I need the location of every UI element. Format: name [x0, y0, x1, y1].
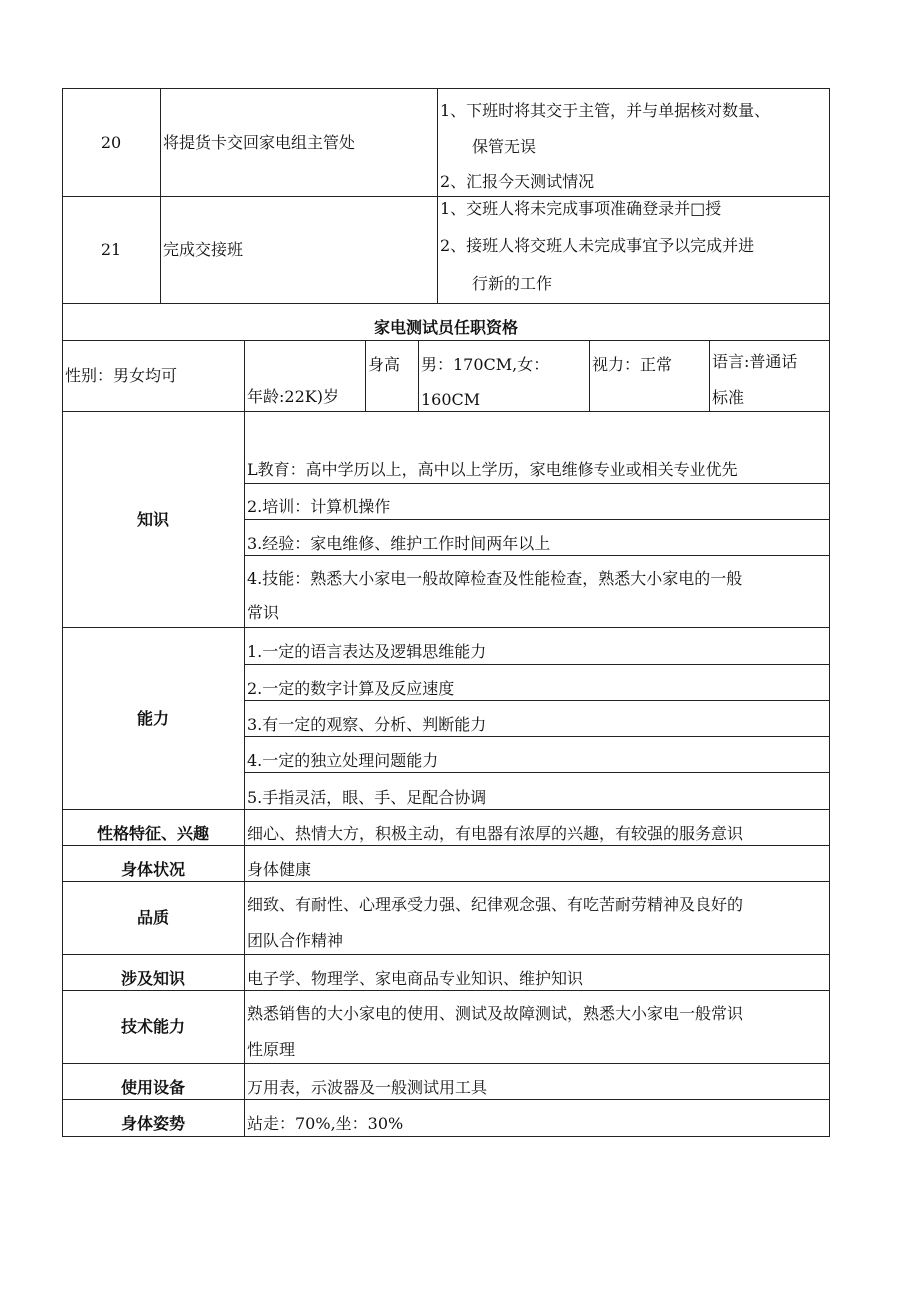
divider: [418, 340, 419, 411]
row-content: 万用表，示波器及一般测试用工具: [247, 1078, 488, 1097]
row-label: 性格特征、兴趣: [96, 824, 209, 843]
height-label: 身高: [368, 355, 401, 374]
divider: [244, 772, 830, 773]
knowledge-item: 4.技能：熟悉大小家电一般故障检查及性能检查，熟悉大小家电的一般: [247, 569, 743, 588]
knowledge-item: 2.培训：计算机操作: [247, 497, 391, 516]
divider: [244, 340, 245, 411]
table-border-top: [62, 88, 830, 89]
divider: [62, 627, 830, 628]
divider: [62, 1063, 830, 1064]
vision-requirement: 视力：正常: [592, 355, 673, 374]
row-label: 身体状况: [120, 860, 185, 879]
divider: [62, 990, 830, 991]
divider: [62, 196, 830, 197]
row-label: 使用设备: [120, 1078, 185, 1097]
age-requirement: 年龄:22K)岁: [247, 387, 339, 406]
height-value: 男：170CM,女：: [421, 355, 550, 374]
knowledge-label: 知识: [136, 510, 169, 529]
row-content: 电子学、物理学、家电商品专业知识、维护知识: [247, 969, 584, 988]
divider: [62, 845, 830, 846]
table-border-bottom: [62, 1136, 830, 1137]
task-note-line: 1、下班时将其交于主管，并与单据核对数量、: [440, 101, 771, 120]
divider: [244, 519, 830, 520]
ability-label: 能力: [136, 709, 169, 728]
divider: [62, 303, 830, 304]
knowledge-item: 3.经验：家电维修、维护工作时间两年以上: [247, 534, 551, 553]
divider: [244, 736, 830, 737]
divider: [62, 340, 830, 341]
task-description: 将提货卡交回家电组主管处: [163, 133, 356, 152]
task-note-line: 1、交班人将未完成事项准确登录并□授: [440, 199, 722, 218]
ability-item: 4.一定的独立处理问题能力: [247, 751, 439, 770]
divider: [244, 483, 830, 484]
divider: [62, 1099, 830, 1100]
row-label: 涉及知识: [120, 969, 185, 988]
row-content: 细心、热情大方，积极主动，有电器有浓厚的兴趣，有较强的服务意识: [247, 824, 744, 843]
row-number: 20: [100, 133, 122, 152]
divider: [62, 954, 830, 955]
divider: [244, 555, 830, 556]
row-label: 技术能力: [120, 1017, 185, 1036]
row-label: 品质: [136, 908, 169, 927]
ability-item: 5.手指灵活，眼、手、足配合协调: [247, 788, 487, 807]
language-requirement: 标准: [712, 388, 745, 407]
knowledge-item: 常识: [247, 603, 280, 622]
row-number: 21: [100, 240, 122, 259]
task-description: 完成交接班: [163, 240, 244, 259]
height-value: 160CM: [421, 390, 481, 409]
row-content: 团队合作精神: [247, 931, 344, 950]
row-content: 站走：70%,坐：30%: [247, 1114, 404, 1133]
ability-item: 2.一定的数字计算及反应速度: [247, 679, 455, 698]
section-title: 家电测试员任职资格: [373, 318, 518, 337]
ability-item: 3.有一定的观察、分析、判断能力: [247, 715, 487, 734]
table-border-right: [829, 88, 830, 1137]
divider: [244, 664, 830, 665]
language-requirement: 语言:普通话: [712, 352, 798, 371]
row-label: 身体姿势: [120, 1114, 185, 1133]
divider: [62, 881, 830, 882]
knowledge-item: L教育：高中学历以上，高中以上学历，家电维修专业或相关专业优先: [247, 460, 738, 479]
gender-requirement: 性别：男女均可: [65, 366, 178, 385]
row-content: 细致、有耐性、心理承受力强、纪律观念强、有吃苦耐劳精神及良好的: [247, 895, 744, 914]
divider: [244, 700, 830, 701]
divider: [62, 411, 830, 412]
task-note-line: 2、汇报今天测试情况: [440, 172, 595, 191]
task-note-line: 保管无误: [472, 137, 537, 156]
divider: [365, 340, 366, 411]
task-note-line: 行新的工作: [472, 274, 553, 293]
divider: [709, 340, 710, 411]
divider: [62, 809, 830, 810]
row-content: 熟悉销售的大小家电的使用、测试及故障测试，熟悉大小家电一般常识: [247, 1004, 744, 1023]
row-content: 身体健康: [247, 860, 312, 879]
row-content: 性原理: [247, 1040, 296, 1059]
divider: [589, 340, 590, 411]
ability-item: 1.一定的语言表达及逻辑思维能力: [247, 642, 487, 661]
task-note-line: 2、接班人将交班人未完成事宜予以完成并进: [440, 236, 755, 255]
